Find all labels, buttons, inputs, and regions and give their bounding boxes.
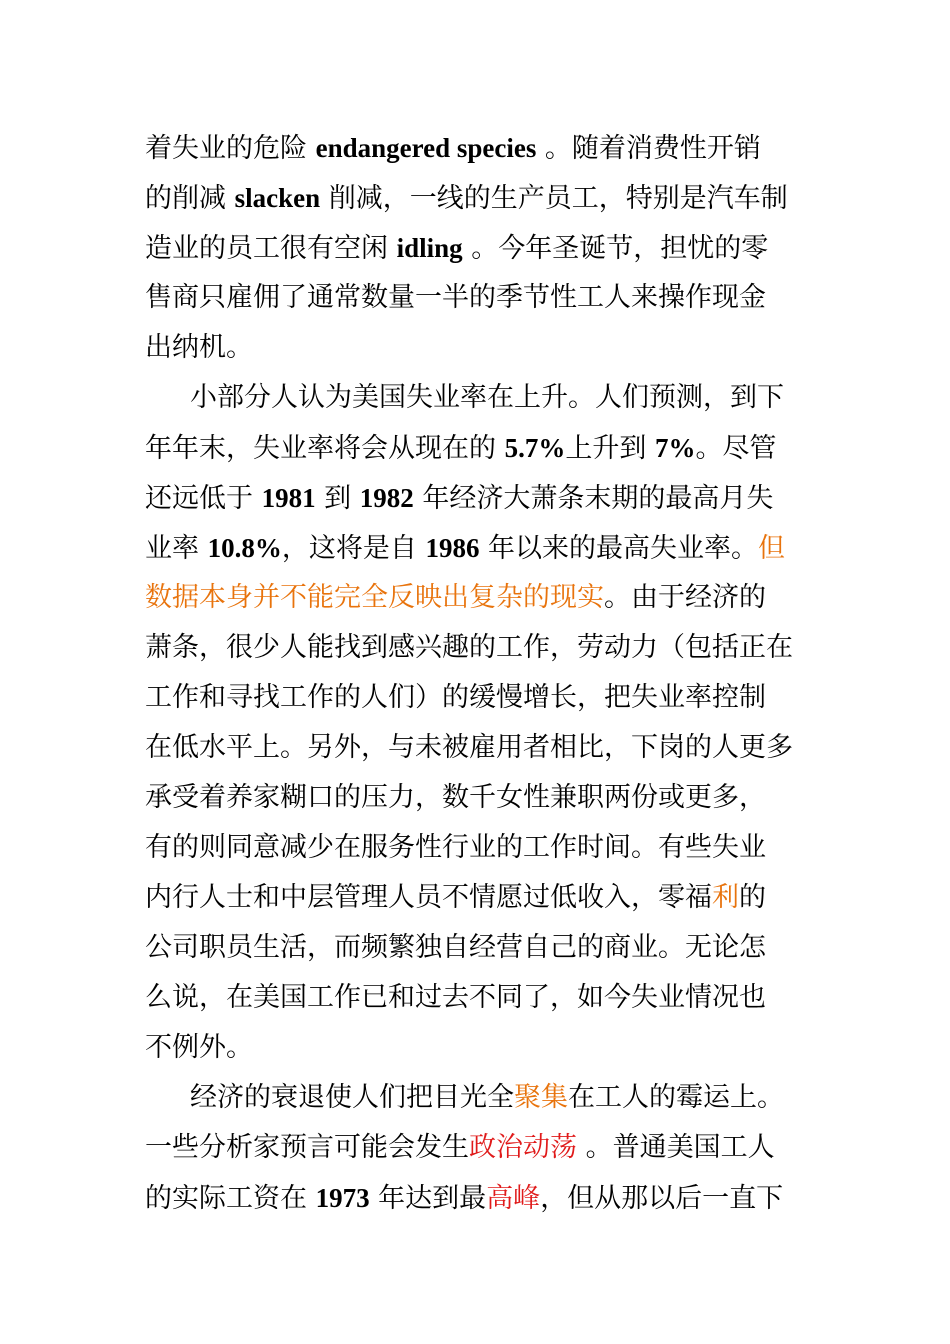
text-segment: 年达到最 [369, 1183, 487, 1214]
text-line [145, 826, 766, 870]
text-segment: 不例外。 [145, 1032, 253, 1063]
highlighted-text: 政治动荡 [469, 1132, 577, 1163]
text-segment: 在工人的霉运上。 [568, 1082, 784, 1113]
text-line [145, 976, 766, 1020]
text-segment: 内行人士和中层管理人员不情愿过低收入，零福 [145, 882, 712, 913]
text-line [145, 1176, 783, 1220]
text-segment: 小部分人认为美国失业率在上升。人们预测，到下 [190, 382, 784, 413]
text-segment: 1981 [261, 483, 316, 513]
text-segment: 一些分析家预言可能会发生 [145, 1132, 469, 1163]
text-line [145, 276, 766, 320]
text-line [145, 1026, 253, 1070]
text-segment: 。普通美国工人 [577, 1132, 775, 1163]
text-segment: 公司职员生活，而频繁独自经营自己的商业。无论怎 [145, 932, 766, 963]
text-line [145, 1126, 775, 1170]
text-segment: 工作和寻找工作的人们）的缓慢增长，把失业率控制 [145, 682, 766, 713]
text-segment: endangered species [315, 133, 537, 163]
text-segment: 上升到 [565, 433, 655, 464]
text-segment: slacken [234, 183, 321, 213]
text-line [145, 426, 776, 470]
text-segment: 削减，一线的生产员工，特别是汽车制 [320, 183, 788, 214]
highlighted-text: 数据本身并不能完全反映出复杂的现实 [145, 582, 604, 613]
text-segment: idling [396, 233, 463, 263]
highlighted-text: 但 [758, 533, 786, 564]
text-segment: 1982 [359, 483, 414, 513]
text-segment: 1986 [425, 533, 480, 563]
text-line [190, 1076, 784, 1120]
text-line [145, 476, 773, 520]
text-segment: ，这将是自 [281, 533, 426, 564]
text-line [145, 326, 253, 370]
text-segment: 。今年圣诞节，担忧的零 [462, 233, 769, 264]
text-line [145, 176, 788, 220]
text-segment: 业率 [145, 533, 208, 564]
highlighted-text: 高峰 [486, 1183, 541, 1214]
text-line [145, 526, 785, 570]
text-segment: 经济的衰退使人们把目光全 [190, 1082, 514, 1113]
text-segment: 年经济大萧条末期的最高月失 [413, 483, 774, 514]
highlighted-text: 聚集 [514, 1082, 568, 1113]
text-segment: 10.8% [207, 533, 282, 563]
text-segment: 。由于经济的 [604, 582, 766, 613]
text-segment: 还远低于 [145, 483, 262, 514]
text-segment: 。随着消费性开销 [536, 133, 761, 164]
text-segment: 售商只雇佣了通常数量一半的季节性工人来操作现金 [145, 282, 766, 313]
text-segment: 造业的员工很有空闲 [145, 233, 397, 264]
text-line [145, 676, 766, 720]
text-line [145, 226, 768, 270]
text-segment: 的削减 [145, 183, 235, 214]
text-segment: 的 [739, 882, 766, 913]
text-segment: 1973 [315, 1183, 370, 1213]
text-line [145, 126, 761, 170]
text-line [190, 376, 784, 420]
text-segment: 承受着养家糊口的压力，数千女性兼职两份或更多， [145, 782, 766, 813]
text-segment: ，但从那以后一直下 [540, 1183, 784, 1214]
text-segment: 有的则同意减少在服务性行业的工作时间。有些失业 [145, 832, 766, 863]
text-segment: 。尽管 [695, 433, 777, 464]
text-segment: 到 [315, 483, 360, 514]
text-segment: 萧条，很少人能找到感兴趣的工作，劳动力（包括正在 [145, 632, 793, 663]
text-segment: 年年末，失业率将会从现在的 [145, 433, 505, 464]
text-segment: 么说，在美国工作已和过去不同了，如今失业情况也 [145, 982, 766, 1013]
text-segment: 出纳机。 [145, 332, 253, 363]
text-segment: 着失业的危险 [145, 133, 316, 164]
text-line [145, 626, 793, 670]
text-line [145, 876, 766, 920]
text-line [145, 726, 793, 770]
text-segment: 在低水平上。另外，与未被雇用者相比，下岗的人更多 [145, 732, 793, 763]
text-line [145, 926, 766, 970]
text-segment: 7% [654, 433, 696, 463]
text-segment: 的实际工资在 [145, 1183, 316, 1214]
text-line [145, 576, 766, 620]
highlighted-text: 利 [712, 882, 739, 913]
text-segment: 5.7% [504, 433, 566, 463]
text-segment: 年以来的最高失业率。 [479, 533, 759, 564]
text-line [145, 776, 766, 820]
